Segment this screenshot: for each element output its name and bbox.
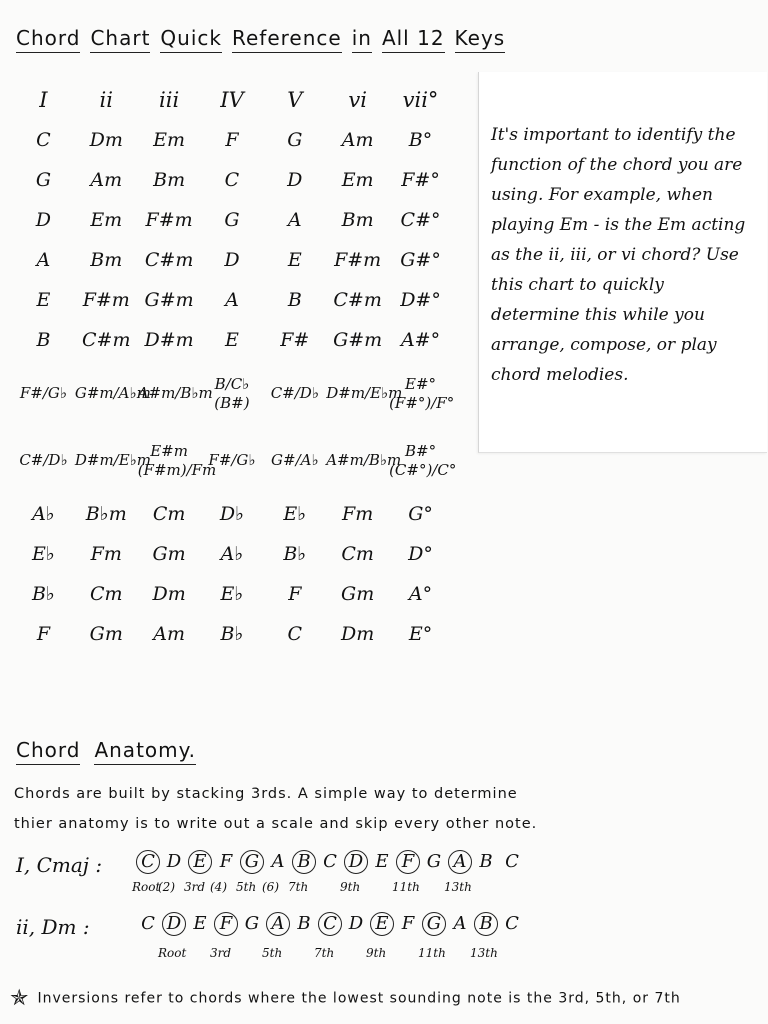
degree-label: 11th xyxy=(392,880,420,894)
chord-cell: G#m xyxy=(333,329,383,351)
chord-cell: B#° (C#°)/C° xyxy=(389,441,457,479)
chord-cell: F#/G♭ xyxy=(208,451,256,469)
chord-cell: Cm xyxy=(341,543,374,565)
circled-note: A xyxy=(266,912,290,936)
scale-note: A xyxy=(271,851,285,872)
chord-cell: Cm xyxy=(152,503,186,525)
chart-header-cell: IV xyxy=(220,88,244,112)
circled-note: A xyxy=(448,850,472,874)
degree-label: 13th xyxy=(444,880,472,894)
chord-cell: G xyxy=(35,169,52,191)
chord-chart-table xyxy=(12,80,457,654)
star-icon: ✯ xyxy=(10,986,30,1011)
chord-cell: Dm xyxy=(152,583,186,605)
chart-header-cell: iii xyxy=(159,88,180,112)
chord-cell: Am xyxy=(90,169,123,191)
chord-cell: B xyxy=(36,329,51,351)
title-word: Chart xyxy=(90,26,150,53)
chord-cell: A xyxy=(287,209,302,231)
chord-cell: Bm xyxy=(341,209,374,231)
scale-note: G xyxy=(426,851,442,872)
chord-cell: Am xyxy=(153,623,185,645)
chord-cell: Cm xyxy=(89,583,123,605)
scale-note: G xyxy=(244,913,260,934)
chord-cell: E#° (F#°)/F° xyxy=(389,374,455,412)
chord-cell: Am xyxy=(341,129,374,151)
scale-note: B xyxy=(479,851,493,872)
chord-cell: D xyxy=(287,169,303,191)
scale-note: F xyxy=(401,913,415,934)
chart-header-cell: vi xyxy=(348,88,367,112)
chord-cell: D♭ xyxy=(219,503,245,525)
chord-cell: D#° xyxy=(400,289,441,311)
chord-cell: G#m/A♭m xyxy=(74,384,151,402)
chord-cell: Bm xyxy=(90,249,123,271)
chord-cell: C xyxy=(287,623,303,645)
chart-row xyxy=(12,494,452,534)
chord-cell: F xyxy=(36,623,51,645)
scale-note: E xyxy=(193,913,207,934)
chord-cell: Gm xyxy=(341,583,375,605)
circled-note: F xyxy=(396,850,420,874)
degree-label: (6) xyxy=(262,880,279,894)
chord-cell: Em xyxy=(90,209,123,231)
chord-cell: E xyxy=(287,249,302,271)
anatomy-title xyxy=(16,738,210,765)
chord-cell: B♭ xyxy=(31,583,55,605)
title-word: in xyxy=(352,26,372,53)
chord-cell: B♭ xyxy=(220,623,244,645)
scale-note: B xyxy=(297,913,311,934)
chord-cell: C xyxy=(224,169,240,191)
circled-note: C xyxy=(136,850,160,874)
chord-cell: F#m xyxy=(82,289,130,311)
chord-cell: E♭ xyxy=(220,583,244,605)
chord-cell: B xyxy=(287,289,302,311)
chord-cell: D#m xyxy=(144,329,194,351)
chord-cell: A#° xyxy=(400,329,441,351)
scale-note: C xyxy=(505,851,519,872)
chord-cell: F# xyxy=(280,329,310,351)
circled-note: E xyxy=(370,912,394,936)
degree-label: (2) xyxy=(158,880,175,894)
anatomy-line-1: Chords are built by stacking 3rds. A simple way to determine xyxy=(14,786,518,802)
chord-cell: E♭ xyxy=(32,543,55,565)
title-word: Keys xyxy=(455,26,506,53)
anatomy-word: Anatomy. xyxy=(94,738,196,765)
cmaj-label: I, Cmaj : xyxy=(16,853,103,877)
chord-cell: C#m xyxy=(333,289,382,311)
circled-note: G xyxy=(240,850,264,874)
degree-label: 9th xyxy=(340,880,361,894)
chord-cell: A#m/B♭m xyxy=(326,451,402,469)
degree-label: Root xyxy=(158,946,187,960)
chord-cell: Bm xyxy=(153,169,186,191)
title-word: All 12 xyxy=(382,26,445,53)
title-word: Reference xyxy=(232,26,342,53)
footnote-text: Inversions refer to chords where the lowest sounding note is the 3rd, 5th, or 7th xyxy=(37,990,681,1007)
chord-cell: G#/A♭ xyxy=(271,451,319,469)
circled-note: D xyxy=(344,850,368,874)
anatomy-line-2: thier anatomy is to write out a scale and skip every other note. xyxy=(14,816,538,832)
dm-degree-labels xyxy=(16,946,756,964)
chord-cell: E xyxy=(36,289,51,311)
chart-header-cell: ii xyxy=(99,88,113,112)
chart-header-row xyxy=(12,80,452,120)
chart-row xyxy=(12,160,452,200)
anatomy-word: Chord xyxy=(16,738,80,765)
chord-cell: Fm xyxy=(90,543,122,565)
chart-row xyxy=(12,534,452,574)
chord-cell: G#m xyxy=(144,289,194,311)
chord-cell: Em xyxy=(153,129,186,151)
chord-cell: A° xyxy=(408,583,433,605)
chord-cell: F xyxy=(225,129,239,151)
chord-cell: B♭ xyxy=(283,543,307,565)
chart-row xyxy=(12,360,452,427)
scale-note: C xyxy=(505,913,519,934)
chord-cell: D xyxy=(35,209,52,231)
scale-note: F xyxy=(219,851,233,872)
chart-header-cell: V xyxy=(287,88,303,112)
note-text: It's important to identify the function of the chord you are using. For example, when playing Em - is the Em acting as the ii, iii, or vi chord? Use this chart to quickly determine this while you arrange, compose, or play chord melodies. xyxy=(491,125,746,385)
chord-cell: A♭ xyxy=(32,503,55,525)
note-card xyxy=(478,72,767,453)
degree-label: (4) xyxy=(210,880,227,894)
chord-cell: D° xyxy=(408,543,433,565)
chord-cell: A♭ xyxy=(220,543,244,565)
chord-cell: Gm xyxy=(89,623,123,645)
chart-header-cell: I xyxy=(39,88,48,112)
chord-cell: C#/D♭ xyxy=(19,451,68,469)
circled-note: F xyxy=(214,912,238,936)
chord-cell: C#/D♭ xyxy=(270,384,319,402)
chord-cell: D xyxy=(224,249,240,271)
dm-label: ii, Dm : xyxy=(16,915,90,939)
chart-row xyxy=(12,574,452,614)
circled-note: B xyxy=(474,912,498,936)
chord-cell: E° xyxy=(408,623,433,645)
chord-cell: B° xyxy=(408,129,433,151)
chord-cell: E xyxy=(225,329,239,351)
scale-note: D xyxy=(348,913,364,934)
title-word: Chord xyxy=(16,26,80,53)
circled-note: E xyxy=(188,850,212,874)
chord-cell: E♭ xyxy=(283,503,307,525)
degree-label: 7th xyxy=(288,880,309,894)
chart-row xyxy=(12,200,452,240)
degree-label: 5th xyxy=(262,946,283,960)
chord-cell: F#/G♭ xyxy=(19,384,67,402)
chord-cell: Fm xyxy=(342,503,374,525)
chord-cell: F#m xyxy=(334,249,382,271)
circled-note: B xyxy=(292,850,316,874)
chord-cell: Gm xyxy=(152,543,186,565)
scale-note: D xyxy=(166,851,182,872)
cmaj-degree-labels xyxy=(16,880,756,898)
degree-label: 3rd xyxy=(184,880,206,894)
chord-cell: C xyxy=(36,129,51,151)
cmaj-scale-row xyxy=(16,850,756,880)
chord-cell: B♭m xyxy=(85,503,127,525)
chord-cell: Dm xyxy=(89,129,123,151)
chord-cell: G xyxy=(287,129,303,151)
chord-cell: C#m xyxy=(144,249,194,271)
chord-cell: Em xyxy=(341,169,374,191)
chord-cell: Dm xyxy=(341,623,375,645)
scale-note: C xyxy=(141,913,155,934)
chord-cell: A xyxy=(36,249,51,271)
chart-row xyxy=(12,427,452,494)
chord-cell: A#m/B♭m xyxy=(137,384,213,402)
scale-note: E xyxy=(375,851,389,872)
degree-label: 3rd xyxy=(210,946,232,960)
degree-label: 7th xyxy=(314,946,335,960)
degree-label: 11th xyxy=(418,946,446,960)
chord-cell: B/C♭ (B#) xyxy=(214,374,250,412)
chart-row xyxy=(12,240,452,280)
chord-cell: G xyxy=(224,209,240,231)
chord-cell: D#m/E♭m xyxy=(74,451,151,469)
degree-label: 13th xyxy=(470,946,498,960)
degree-label: 9th xyxy=(366,946,387,960)
chart-body xyxy=(12,120,457,654)
chart-row xyxy=(12,614,452,654)
chart-row xyxy=(12,320,452,360)
chord-cell: F#° xyxy=(401,169,440,191)
chord-cell: A xyxy=(225,289,239,311)
dm-notes xyxy=(136,912,526,936)
chord-cell: G° xyxy=(408,503,433,525)
circled-note: D xyxy=(162,912,186,936)
cmaj-notes xyxy=(136,850,526,874)
scale-note: A xyxy=(453,913,467,934)
degree-label: 5th xyxy=(236,880,257,894)
dm-scale-row xyxy=(16,912,756,942)
chord-cell: C#m xyxy=(82,329,131,351)
footnote xyxy=(10,986,762,1011)
chord-cell: C#° xyxy=(400,209,441,231)
circled-note: C xyxy=(318,912,342,936)
chart-header-cell: vii° xyxy=(402,88,439,112)
circled-note: G xyxy=(422,912,446,936)
chart-row xyxy=(12,120,452,160)
scale-note: C xyxy=(323,851,337,872)
chord-cell: F xyxy=(288,583,302,605)
title-word: Quick xyxy=(160,26,222,53)
chord-cell: F#m xyxy=(145,209,193,231)
chord-cell: D#m/E♭m xyxy=(326,384,403,402)
page-title xyxy=(16,26,636,53)
chord-cell: E#m (F#m)/Fm xyxy=(137,441,217,479)
degree-label: Root xyxy=(132,880,161,894)
chord-cell: G#° xyxy=(400,249,441,271)
chart-row xyxy=(12,280,452,320)
